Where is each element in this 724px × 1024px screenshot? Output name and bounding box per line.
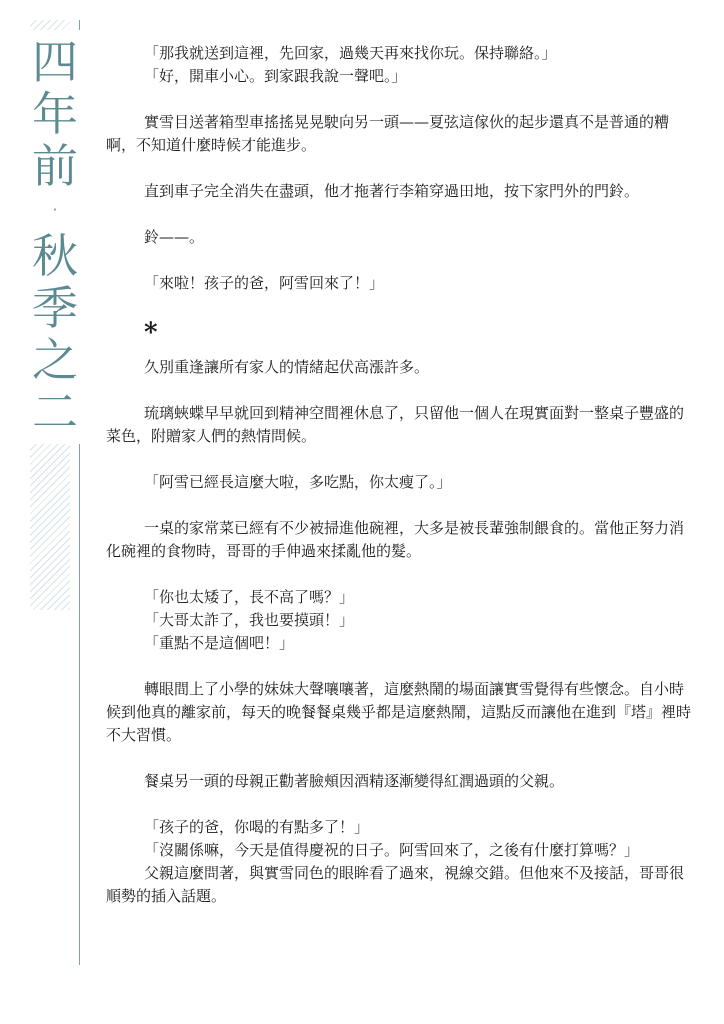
paragraph: 直到車子完全消失在盡頭，他才拖著行李箱穿過田地，按下家門外的門鈴。: [144, 182, 640, 200]
paragraph: 久別重逢讓所有家人的情緒起伏高漲許多。: [144, 358, 430, 376]
dialogue-line: 「你也太矮了，長不高了嗎？」: [144, 588, 355, 606]
dialogue-line: 「阿雪已經長這麼大啦，多吃點，你太瘦了。」: [144, 473, 452, 491]
paragraph: 琉璃蛺蝶早早就回到精神空間裡休息了，只留他一個人在現實面對一整桌子豐盛的菜色，附贈家人們的熱情問候。: [106, 404, 685, 445]
paragraph: 轉眼間上了小學的妹妹大聲嚷嚷著，這麼熱鬧的場面讓實雪覺得有些懷念。自小時候到他真的離家前，每天的晚餐餐桌幾乎都是這麼熱鬧，這點反而讓他在進到『塔』裡時不大習慣。: [106, 680, 692, 744]
chapter-title-char: 秋: [32, 229, 78, 283]
chapter-title-char: ·: [50, 193, 60, 228]
chapter-title-char: 年: [32, 87, 78, 141]
chapter-title-char: 二: [32, 385, 78, 439]
dialogue-line: 「那我就送到這裡，先回家，過幾天再來找你玩。保持聯絡。」: [144, 44, 557, 62]
chapter-title-char: 四: [32, 35, 78, 89]
dialogue-line: 「沒關係嘛，今天是值得慶祝的日子。阿雪回來了，之後有什麼打算嗎？」: [144, 841, 640, 859]
paragraph: 鈴——。: [144, 228, 205, 246]
dialogue-line: 「重點不是這個吧！」: [144, 634, 295, 652]
paragraph: 父親這麼問著，與實雪同色的眼眸看了過來，視線交錯。但他來不及接話，哥哥很順勢的插入話題。: [106, 864, 685, 905]
dialogue-line: 「好，開車小心。到家跟我說一聲吧。」: [144, 67, 407, 85]
dialogue-line: 「來啦！孩子的爸，阿雪回來了！」: [144, 274, 385, 292]
chapter-title-char: 之: [32, 333, 78, 387]
dialogue-line: 「大哥太詐了，我也要摸頭！」: [144, 611, 355, 629]
chapter-title-char: 季: [32, 281, 78, 335]
dialogue-line: 「孩子的爸，你喝的有點多了！」: [144, 818, 370, 836]
paragraph: 實雪目送著箱型車搖搖晃晃駛向另一頭——夏弦這傢伙的起步還真不是普通的糟啊，不知道什麼時候才能進步。: [106, 113, 670, 154]
body-text: [106, 42, 691, 908]
paragraph: 一桌的家常菜已經有不少被掃進他碗裡，大多是被長輩強制餵食的。當他正努力消化碗裡的食物時，哥哥的手伸過來揉亂他的髮。: [106, 519, 685, 560]
chapter-title: [28, 30, 82, 444]
chapter-title-char: 前: [32, 139, 78, 193]
scene-break: *: [144, 318, 158, 348]
paragraph: 餐桌另一頭的母親正勸著臉頰因酒精逐漸變得紅潤過頭的父親。: [144, 772, 565, 790]
